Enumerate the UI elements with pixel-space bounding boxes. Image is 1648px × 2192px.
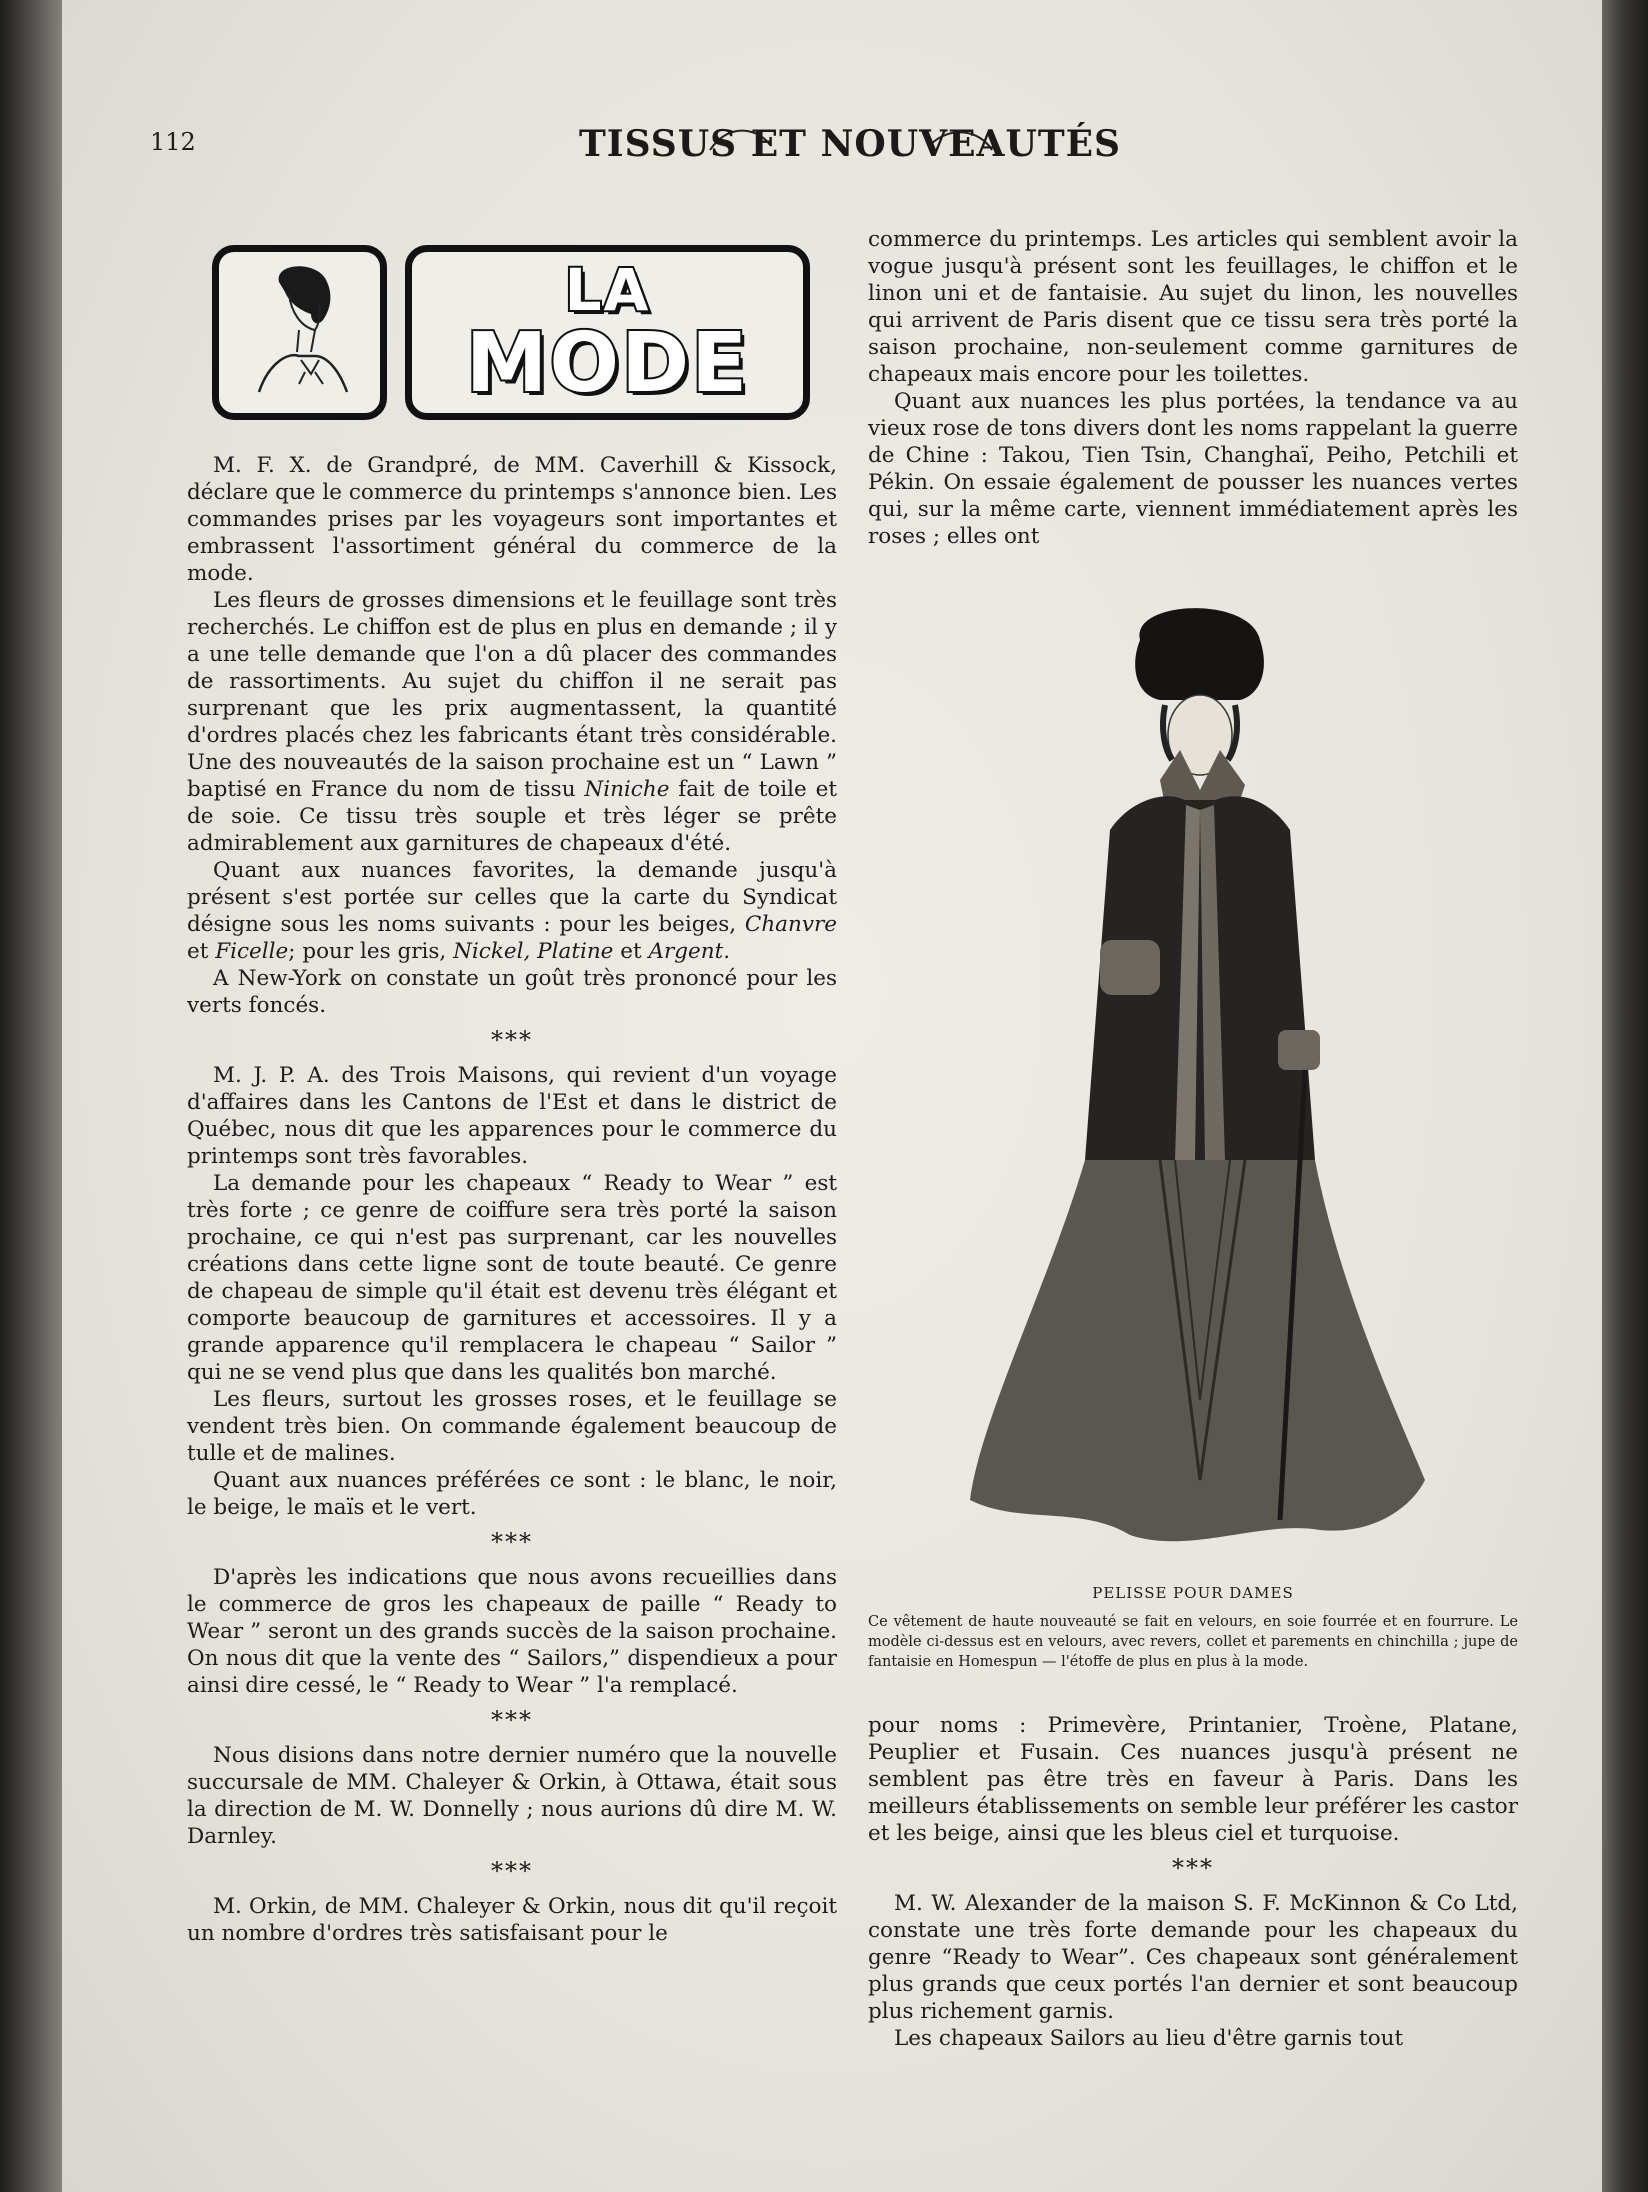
paragraph: Nous disions dans notre dernier numéro que la nouvelle succursale de MM. Chaleyer & Orkin, à Ottawa, était sous la direction de M. W. Donnelly ; nous aurions dû dire M. W. Darnley. — [187, 1743, 837, 1849]
paragraph: Quant aux nuances les plus portées, la tendance va au vieux rose de tons divers dont les noms rappelant la guerre de Chine : Takou, Tien Tsin, Changhaï, Peiho, Petchili et Pékin. On essaie également de pousser les nuances vertes qui, sur la même carte, viennent immédiatement après les roses ; elles ont — [868, 389, 1518, 549]
left-column — [187, 452, 837, 1947]
paragraph: La demande pour les chapeaux “ Ready to Wear ” est très forte ; ce genre de coiffure sera très porté la saison prochaine, ce qui n'est pas surprenant, car les nouvelles créations dans cette ligne sont de toute beauté. Ce genre de chapeau de simple qu'il était est devenu très élégant et comporte beaucoup de garnitures et accessoires. Il y a grande apparence qu'il remplacera le chapeau “ Sailor ” qui ne se vend plus que dans les qualités bon marché. — [187, 1171, 837, 1385]
paragraph: M. F. X. de Grandpré, de MM. Caverhill & Kissock, déclare que le commerce du printemps s'annonce bien. Les commandes prises par les voyageurs sont importantes et embrassent l'assortiment général du commerce de la mode. — [187, 453, 837, 586]
right-column-bottom — [868, 1712, 1518, 2052]
paragraph: pour noms : Primevère, Printanier, Troène, Platane, Peuplier et Fusain. Ces nuances jusqu'à présent ne semblent pas être très en faveur à Paris. Dans les meilleurs établissements on semble leur préférer les castor et les beige, ainsi que les bleus ciel et turquoise. — [868, 1713, 1518, 1846]
paragraph: Quant aux nuances favorites, la demande jusqu'à présent s'est portée sur celles que la carte du Syndicat désigne sous les noms suivants : pour les beiges, Chanvre et Ficelle; pour les gris, Nickel, Platine et Argent. — [187, 858, 837, 964]
paragraph: M. W. Alexander de la maison S. F. McKinnon & Co Ltd, constate une très forte demande pour les chapeaux du genre “Ready to Wear”. Ces chapeaux sont généralement plus grands que ceux portés l'an dernier et sont beaucoup plus richement garnis. — [868, 1891, 1518, 2024]
paragraph: commerce du printemps. Les articles qui semblent avoir la vogue jusqu'à présent sont les feuillages, le chiffon et le linon uni et de fantaisie. Au sujet du linon, les nouvelles qui arrivent de Paris disent que ce tissu sera très porté la saison prochaine, non-seulement comme garnitures de chapeaux mais encore pour les toilettes. — [868, 227, 1518, 387]
section-divider: *** — [491, 1026, 533, 1054]
paragraph: Les fleurs de grosses dimensions et le feuillage sont très recherchés. Le chiffon est de plus en plus en demande ; il y a une telle demande que l'on a dû placer des commandes de rassortiments. Au sujet du chiffon il ne serait pas surprenant que les prix augmentassent, la quantité d'ordres placés chez les fabricants étant très considérable. Une des nouveautés de la saison prochaine est un “ Lawn ” baptisé en France du nom de tissu Niniche fait de toile et de soie. Ce tissu très souple et très léger se prête admirablement aux garnitures de chapeaux d'été. — [187, 588, 837, 856]
title-mode: MODE — [465, 315, 750, 411]
page-number: 112 — [150, 128, 196, 156]
masthead-logo — [578, 100, 1122, 190]
section-divider: *** — [491, 1857, 533, 1885]
pelisse-illustration — [960, 600, 1430, 1560]
portrait-vignette — [212, 245, 387, 420]
paragraph: Les fleurs, surtout les grosses roses, et le feuillage se vendent très bien. On commande également beaucoup de tulle et de malines. — [187, 1387, 837, 1466]
paragraph: Les chapeaux Sailors au lieu d'être garnis tout — [894, 2026, 1404, 2051]
paragraph: D'après les indications que nous avons recueillies dans le commerce de gros les chapeaux de paille “ Ready to Wear ” seront un des grands succès de la saison prochaine. On nous dit que la vente des “ Sailors,” dispendieux a pour ainsi dire cessé, le “ Ready to Wear ” l'a remplacé. — [187, 1565, 837, 1698]
paragraph: M. J. P. A. des Trois Maisons, qui revient d'un voyage d'affaires dans les Cantons de l'Est et dans le district de Québec, nous dit que les apparences pour le commerce du printemps sont très favorables. — [187, 1063, 837, 1169]
paragraph: A New-York on constate un goût très prononcé pour les verts foncés. — [187, 966, 837, 1018]
title-la: LA — [564, 255, 651, 324]
paragraph: M. Orkin, de MM. Chaleyer & Orkin, nous dit qu'il reçoit un nombre d'ordres très satisfaisant pour le — [187, 1894, 837, 1946]
caption-title: PELISSE POUR DAMES — [1092, 1584, 1294, 1602]
paragraph: Quant aux nuances préférées ce sont : le blanc, le noir, le beige, le maïs et le vert. — [187, 1468, 837, 1520]
caption-text: Ce vêtement de haute nouveauté se fait en velours, en soie fourrée et en fourrure. Le modèle ci-dessus est en velours, avec revers, collet et parements en chinchilla ; jupe de fantaisie en Homespun — l'étoffe de plus en plus à la mode. — [868, 1614, 1518, 1670]
section-divider: *** — [1172, 1854, 1214, 1882]
right-column-top — [868, 226, 1518, 550]
section-title-box — [405, 245, 810, 420]
svg-text:TISSUS ET NOUVEAUTÉS: TISSUS ET NOUVEAUTÉS — [578, 123, 1122, 165]
section-divider: *** — [491, 1528, 533, 1556]
section-divider: *** — [491, 1706, 533, 1734]
book-spine-left — [0, 0, 68, 2192]
woman-portrait-icon — [219, 252, 380, 413]
